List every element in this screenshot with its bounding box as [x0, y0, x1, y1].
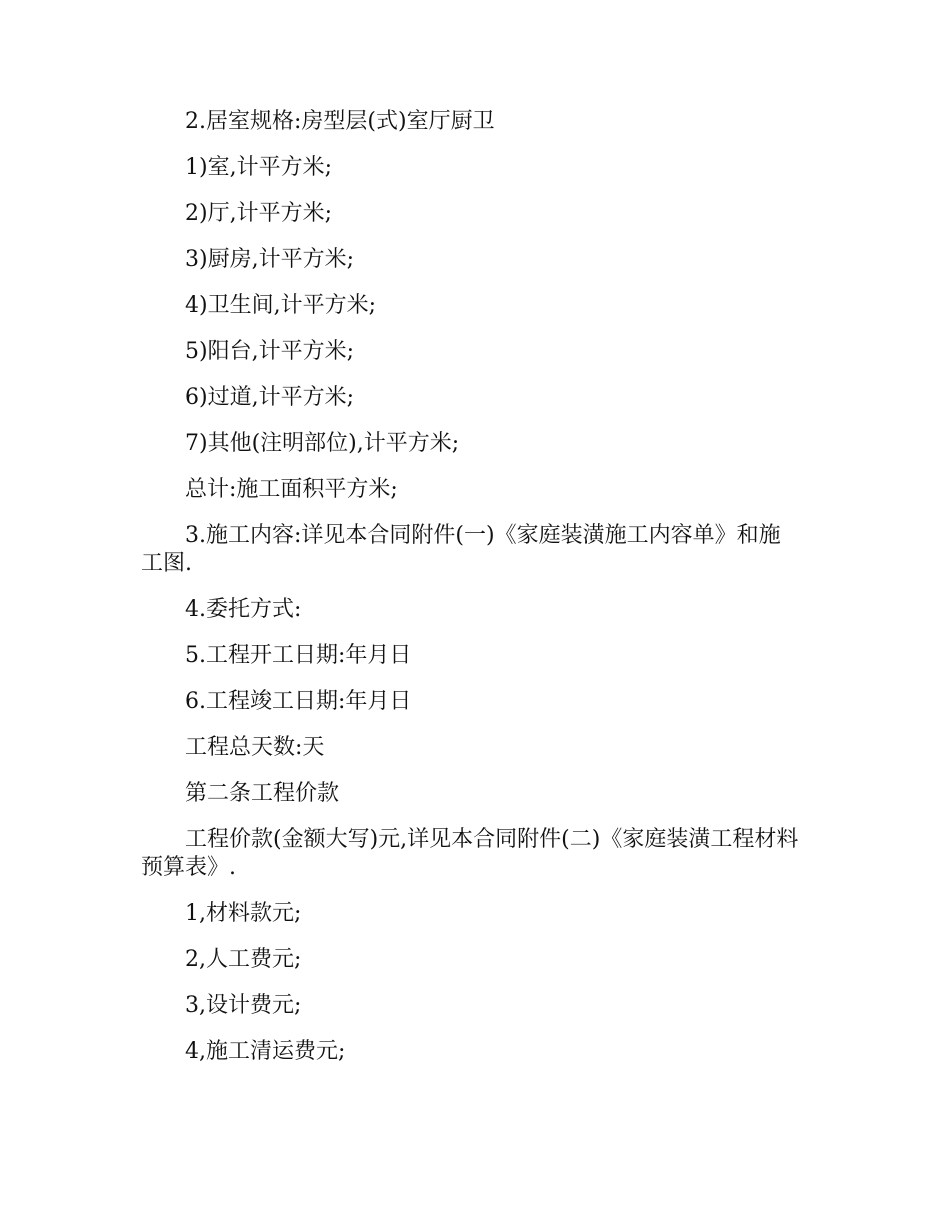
document-body [141, 108, 801, 1084]
section-heading-article-two: 第二条工程价款 [185, 781, 340, 806]
paragraph-total-area: 总计:施工面积平方米; [185, 477, 398, 502]
paragraph-balcony-area: 5)阳台,计平方米; [185, 339, 354, 364]
paragraph-labor-cost: 2,人工费元; [185, 947, 302, 972]
paragraph-start-date: 5.工程开工日期:年月日 [185, 643, 412, 668]
paragraph-other-area: 7)其他(注明部位),计平方米; [185, 431, 460, 456]
paragraph-design-fee: 3,设计费元; [185, 993, 302, 1018]
paragraph-hall-area: 2)厅,计平方米; [185, 201, 332, 226]
paragraph-cleanup-fee: 4,施工清运费元; [185, 1039, 346, 1064]
paragraph-kitchen-area: 3)厨房,计平方米; [185, 247, 354, 272]
paragraph-material-cost: 1,材料款元; [185, 901, 302, 926]
paragraph-corridor-area: 6)过道,计平方米; [185, 385, 354, 410]
paragraph-total-days: 工程总天数:天 [185, 735, 325, 760]
paragraph-completion-date: 6.工程竣工日期:年月日 [185, 689, 412, 714]
paragraph-room-spec: 2.居室规格:房型层(式)室厅厨卫 [185, 109, 495, 134]
paragraph-construction-content: 3.施工内容:详见本合同附件(一)《家庭装潢施工内容单》和施工图. [141, 523, 781, 576]
paragraph-room-area: 1)室,计平方米; [185, 155, 332, 180]
paragraph-commission-method: 4.委托方式: [185, 597, 302, 622]
paragraph-project-price: 工程价款(金额大写)元,详见本合同附件(二)《家庭装潢工程材料预算表》. [141, 827, 799, 880]
paragraph-bathroom-area: 4)卫生间,计平方米; [185, 293, 376, 318]
